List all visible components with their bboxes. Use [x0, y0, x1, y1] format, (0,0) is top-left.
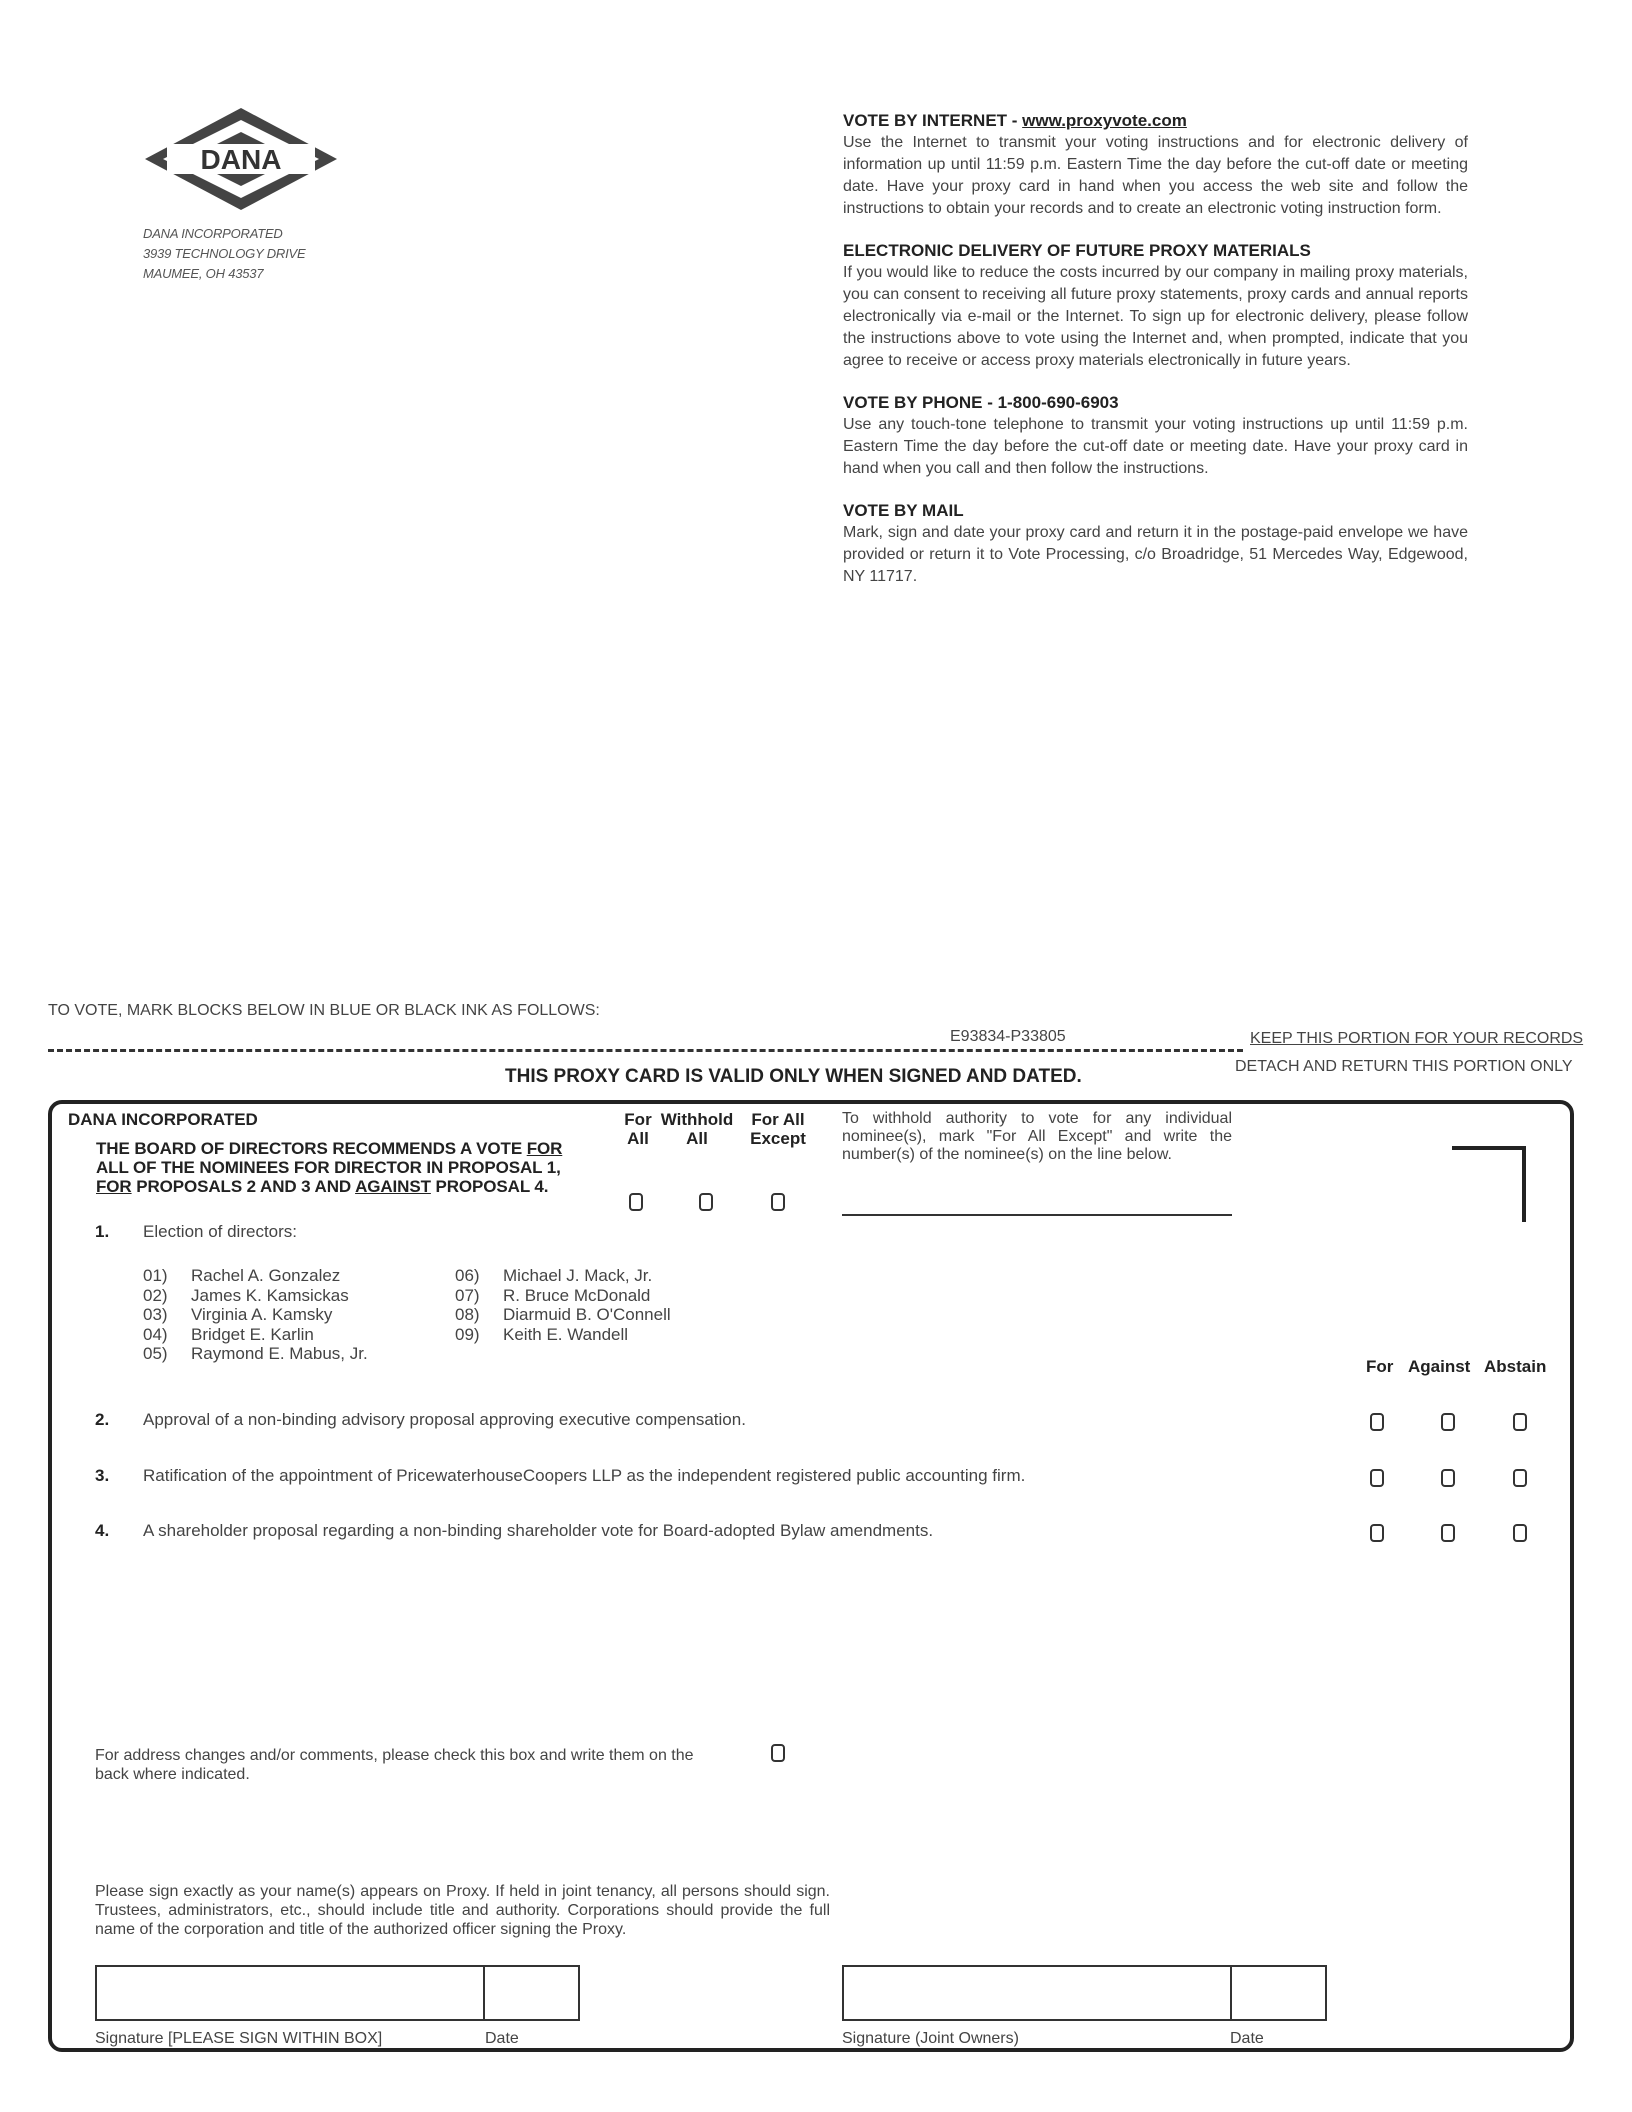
- nominee-item: [455, 1325, 671, 1345]
- joint-date-box[interactable]: [1230, 1965, 1327, 2021]
- proposal-number: 3.: [95, 1466, 110, 1485]
- address-line: 3939 TECHNOLOGY DRIVE: [143, 246, 306, 261]
- address-change-note: For address changes and/or comments, please check this box and write them on the back where indicated.: [95, 1747, 694, 1783]
- section-body: Mark, sign and date your proxy card and return it in the postage-paid envelope we have provided or return it to Vote Processing, c/o Broadridge, 51 Mercedes Way, Edgewood, NY 11717.: [843, 524, 1468, 585]
- voting-instructions: [843, 110, 1468, 608]
- withhold-instruction: To withhold authority to vote for any individual nominee(s), mark "For All Except" and write the number(s) of the nominee(s) on the line below.: [842, 1110, 1232, 1163]
- header-line: Withhold: [660, 1110, 734, 1129]
- rec-text: THE BOARD OF DIRECTORS RECOMMENDS A VOTE: [96, 1139, 527, 1158]
- section-body: Use any touch-tone telephone to transmit your voting instructions up until 11:59 p.m. Eastern Time the day before the cut-off date or meeting date. Have your proxy card in hand when you call and then follow the instructions.: [843, 416, 1468, 477]
- signing-instructions: Please sign exactly as your name(s) appears on Proxy. If held in joint tenancy, all persons should sign. Trustees, administrators, etc., should include title and authority. Corporations should provide the full name of the corporation and title of the authorized officer signing the Proxy.: [95, 1883, 830, 1938]
- control-code: E93834-P33805: [950, 1028, 1066, 1045]
- rec-for: FOR: [526, 1139, 563, 1158]
- nominee-number: 07): [455, 1285, 480, 1305]
- nominee-number: 08): [455, 1305, 480, 1324]
- section-body: Use the Internet to transmit your voting instructions and for electronic delivery of information up until 11:59 p.m. Eastern Time the day before the cut-off date or meeting date. Have your proxy card in hand when you access the web site and follow the instructions to obtain your records and to create an electronic voting instruction form.: [843, 134, 1468, 217]
- card-company-name: DANA INCORPORATED: [68, 1110, 258, 1129]
- withhold-all-header: [656, 1110, 738, 1148]
- proposal-text: Approval of a non-binding advisory proposal approving executive compensation.: [143, 1410, 746, 1429]
- proposal-4-against-checkbox[interactable]: [1441, 1524, 1455, 1542]
- nominee-name: James K. Kamsickas: [191, 1285, 349, 1305]
- date-label: Date: [485, 2030, 519, 2047]
- dana-logo-icon: [143, 106, 339, 212]
- header-line: All: [627, 1129, 649, 1148]
- logo-text: DANA: [200, 144, 282, 175]
- nominee-item: [143, 1266, 368, 1286]
- proxyvote-link[interactable]: www.proxyvote.com: [1022, 111, 1187, 130]
- keep-portion-label: KEEP THIS PORTION FOR YOUR RECORDS: [1250, 1030, 1584, 1047]
- valid-only-notice: THIS PROXY CARD IS VALID ONLY WHEN SIGNED AND DATED.: [505, 1066, 1082, 1087]
- nominee-number: 04): [143, 1324, 168, 1344]
- address-line: MAUMEE, OH 43537: [143, 266, 264, 281]
- section-title: VOTE BY PHONE - 1-800-690-6903: [843, 393, 1119, 412]
- rec-for: FOR: [96, 1177, 132, 1196]
- address-line: DANA INCORPORATED: [143, 226, 283, 241]
- nominee-number: 02): [143, 1285, 168, 1305]
- proposal-2-for-checkbox[interactable]: [1370, 1413, 1384, 1431]
- nominee-item: [455, 1286, 671, 1306]
- proposal-4-for-checkbox[interactable]: [1370, 1524, 1384, 1542]
- proposal-number: 4.: [95, 1521, 110, 1540]
- rec-text: ALL OF THE NOMINEES FOR DIRECTOR IN PROPOSAL 1,: [96, 1158, 561, 1177]
- nominee-item: [143, 1344, 368, 1364]
- section-title: VOTE BY MAIL: [843, 501, 964, 520]
- header-line: For All: [751, 1110, 805, 1129]
- title-prefix: VOTE BY INTERNET -: [843, 111, 1023, 130]
- vote-by-internet: [843, 110, 1468, 220]
- proposal-number: 1.: [95, 1222, 110, 1241]
- nominee-item: [455, 1266, 671, 1286]
- section-body: If you would like to reduce the costs incurred by our company in mailing proxy materials, you can consent to receiving all future proxy statements, proxy cards and annual reports electronically via e-mail or the Internet. To sign up for electronic delivery, please follow the instructions above to vote using the Internet and, when prompted, indicate that you agree to receive or access proxy materials electronically in future years.: [843, 264, 1468, 369]
- proposal-2-abstain-checkbox[interactable]: [1513, 1413, 1527, 1431]
- proposal-4-abstain-checkbox[interactable]: [1513, 1524, 1527, 1542]
- for-header: For: [1366, 1357, 1394, 1376]
- nominee-name: Virginia A. Kamsky: [191, 1305, 333, 1324]
- nominee-item: [455, 1305, 671, 1325]
- nominee-name: Diarmuid B. O'Connell: [503, 1305, 671, 1324]
- vote-by-phone: [843, 392, 1468, 480]
- for-all-except-checkbox[interactable]: [771, 1193, 785, 1211]
- nominee-item: [143, 1286, 368, 1306]
- scan-corner-mark: [1452, 1146, 1526, 1222]
- nominee-number: 03): [143, 1305, 168, 1324]
- against-header: Against: [1408, 1357, 1471, 1376]
- detach-portion-label: DETACH AND RETURN THIS PORTION ONLY: [1235, 1058, 1573, 1075]
- company-address: [143, 224, 305, 284]
- nominee-name: Keith E. Wandell: [503, 1324, 629, 1344]
- nominee-exception-input-line[interactable]: [842, 1214, 1232, 1216]
- proposal-3-for-checkbox[interactable]: [1370, 1469, 1384, 1487]
- proposal-2-against-checkbox[interactable]: [1441, 1413, 1455, 1431]
- proposal-text: A shareholder proposal regarding a non-binding shareholder vote for Board-adopted Bylaw amendments.: [143, 1521, 934, 1540]
- proposal-text: Ratification of the appointment of PricewaterhouseCoopers LLP as the independent registered public accounting firm.: [143, 1466, 1026, 1485]
- nominee-name: Bridget E. Karlin: [191, 1324, 314, 1344]
- for-all-except-header: [741, 1110, 815, 1148]
- board-recommendation: [96, 1139, 586, 1196]
- for-all-header: [617, 1110, 659, 1148]
- nominee-number: 09): [455, 1324, 480, 1344]
- nominees-right: [455, 1266, 671, 1344]
- section-title: ELECTRONIC DELIVERY OF FUTURE PROXY MATERIALS: [843, 241, 1311, 260]
- nominee-item: [143, 1305, 368, 1325]
- header-line: All: [686, 1129, 708, 1148]
- date-box[interactable]: [483, 1965, 580, 2021]
- nominee-name: Raymond E. Mabus, Jr.: [191, 1344, 368, 1363]
- ink-instruction: TO VOTE, MARK BLOCKS BELOW IN BLUE OR BLACK INK AS FOLLOWS:: [48, 1002, 600, 1019]
- signature-label: Signature [PLEASE SIGN WITHIN BOX]: [95, 2030, 383, 2047]
- detach-dashed-line: [48, 1049, 1243, 1052]
- abstain-header: Abstain: [1484, 1357, 1547, 1376]
- nominee-name: Michael J. Mack, Jr.: [503, 1266, 653, 1285]
- proposal-number: 2.: [95, 1410, 110, 1429]
- withhold-all-checkbox[interactable]: [699, 1193, 713, 1211]
- joint-date-label: Date: [1230, 2030, 1264, 2047]
- section-title: [843, 110, 1468, 132]
- vote-by-mail: [843, 500, 1468, 588]
- nominee-name: R. Bruce McDonald: [503, 1285, 651, 1305]
- proposal-3-against-checkbox[interactable]: [1441, 1469, 1455, 1487]
- rec-text: PROPOSAL 4.: [430, 1177, 549, 1196]
- header-line: Except: [750, 1129, 806, 1148]
- joint-signature-label: Signature (Joint Owners): [842, 2030, 1019, 2047]
- nominee-name: Rachel A. Gonzalez: [191, 1266, 341, 1285]
- proposal-3-abstain-checkbox[interactable]: [1513, 1469, 1527, 1487]
- nominee-number: 06): [455, 1266, 480, 1285]
- joint-signature-box[interactable]: [842, 1965, 1232, 2021]
- nominee-number: 05): [143, 1344, 168, 1363]
- nominees-left: [143, 1266, 368, 1364]
- rec-text: PROPOSALS 2 AND 3 AND: [131, 1177, 356, 1196]
- electronic-delivery: [843, 240, 1468, 372]
- proposal-text: Election of directors:: [143, 1222, 298, 1241]
- for-all-checkbox[interactable]: [629, 1193, 643, 1211]
- rec-against: AGAINST: [355, 1177, 431, 1196]
- address-change-checkbox[interactable]: [771, 1744, 785, 1762]
- nominee-number: 01): [143, 1266, 168, 1285]
- signature-box[interactable]: [95, 1965, 485, 2021]
- header-line: For: [624, 1110, 652, 1129]
- nominee-item: [143, 1325, 368, 1345]
